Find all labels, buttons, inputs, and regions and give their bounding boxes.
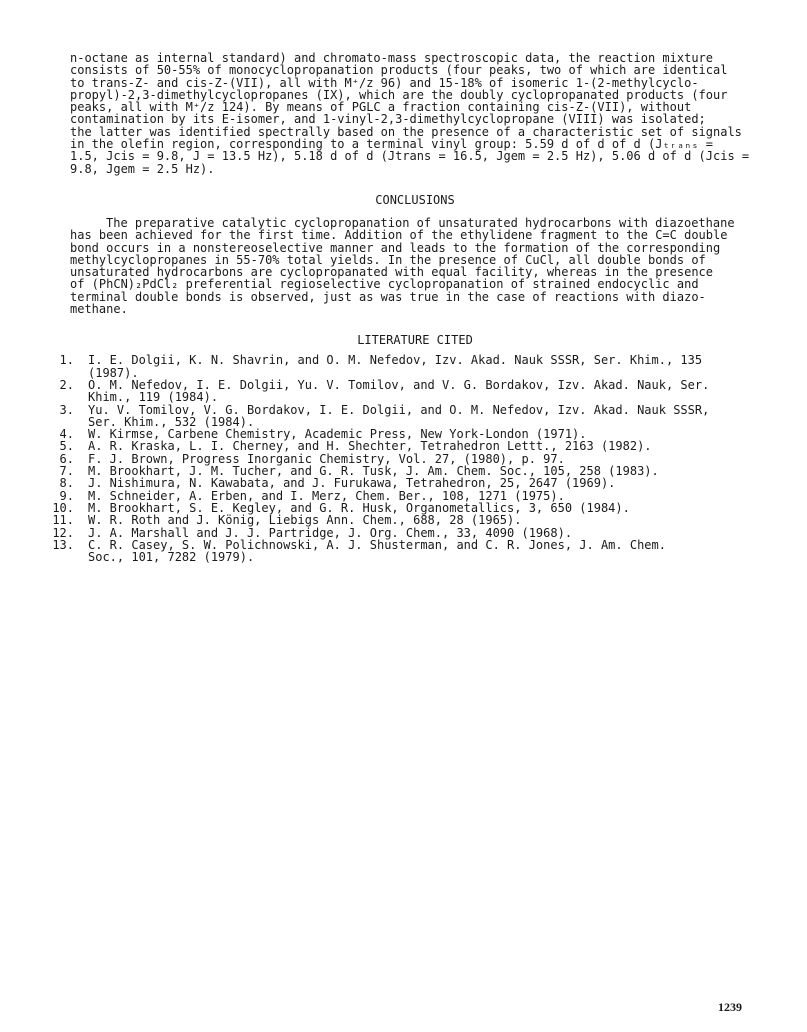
reference-item [59,353,760,380]
reference-line: Ser. Khim., 532 (1984). [88,414,255,429]
reference-text [74,527,760,539]
reference-line: (1987). [88,365,139,380]
reference-text [74,477,760,489]
conclusions-heading: CONCLUSIONS [375,192,455,207]
reference-number: 4. [59,427,74,442]
reference-number: 13. [52,537,74,552]
reference-text [74,354,760,379]
reference-line: W. R. Roth and J. König, Liebigs Ann. Chem., 688, 28 (1965). [88,513,522,528]
conclusions-line: bond occurs in a nonstereoselective manner and leads to the formation of the corresponding [70,240,721,255]
reference-text [74,539,760,564]
reference-number: 11. [52,513,74,528]
reference-line: J. Nishimura, N. Kawabata, and J. Furukawa, Tetrahedron, 25, 2647 (1969). [88,476,616,491]
reference-number: 6. [59,451,74,466]
reference-line: F. J. Brown, Progress Inorganic Chemistry, Vol. 27, (1980), p. 97. [88,451,565,466]
conclusions-line: terminal double bonds is observed, just as was true in the case of reactions with diazo- [70,289,706,304]
intro-line: the latter was identified spectrally based on the presence of a characteristic set of signals [70,124,742,139]
reference-number: 10. [52,500,74,515]
reference-number: 7. [59,464,74,479]
reference-text [74,404,760,429]
reference-line: Yu. V. Tomilov, V. G. Bordakov, I. E. Dolgii, and O. M. Nefedov, Izv. Akad. Nauk SSSR, [88,402,710,417]
reference-line: M. Brookhart, S. E. Kegley, and G. R. Husk, Organometallics, 3, 650 (1984). [88,500,630,515]
reference-text [74,379,760,404]
intro-paragraph [70,52,760,175]
reference-line: Khim., 119 (1984). [88,390,219,405]
reference-number: 9. [59,488,74,503]
reference-item [52,537,760,565]
reference-line: C. R. Casey, S. W. Polichnowski, A. J. Shusterman, and C. R. Jones, J. Am. Chem. [88,537,666,552]
conclusions-line: methylcyclopropanes in 55-70% total yields. In the presence of CuCl, all double bonds of [70,252,706,267]
conclusions-line: of (PhCN)₂PdCl₂ preferential regioselective cyclopropanation of strained endocyclic and [70,277,699,292]
reference-item [59,439,760,454]
conclusions-line: unsaturated hydrocarbons are cyclopropanated with equal facility, whereas in the presence [70,265,713,280]
reference-number: 5. [59,439,74,454]
reference-item [59,402,760,429]
reference-number: 2. [59,377,74,392]
conclusions-line: has been achieved for the first time. Addition of the ethylidene fragment to the C=C double [70,228,728,243]
intro-line: to trans-Z- and cis-Z-(VII), all with M⁺/z 96) and 15-18% of isomeric 1-(2-methylcyclo- [70,75,699,90]
reference-item [59,377,760,405]
conclusions-line: methane. [70,302,128,317]
reference-text [74,514,760,526]
reference-item [52,513,760,528]
reference-item [52,525,760,540]
reference-line: M. Brookhart, J. M. Tucher, and G. R. Tusk, J. Am. Chem. Soc., 105, 258 (1983). [88,464,659,479]
reference-list [52,353,760,565]
reference-line: W. Kirmse, Carbene Chemistry, Academic Press, New York-London (1971). [88,427,587,442]
intro-line: 1.5, Jcis = 9.8, J = 13.5 Hz), 5.18 d of d (Jtrans = 16.5, Jgem = 2.5 Hz), 5.06 d of d (Jcis = [70,149,750,164]
reference-line: A. R. Kraska, L. I. Cherney, and H. Shechter, Tetrahedron Lettt., 2163 (1982). [88,439,652,454]
intro-line: 9.8, Jgem = 2.5 Hz). [70,161,215,176]
intro-line: n-octane as internal standard) and chromato-mass spectroscopic data, the reaction mixture [70,51,713,65]
reference-item [59,476,760,491]
reference-line: J. A. Marshall and J. J. Partridge, J. Org. Chem., 33, 4090 (1968). [88,525,573,540]
page-body [52,51,760,565]
intro-line: peaks, all with M⁺/z 124). By means of PGLC a fraction containing cis-Z-(VII), without [70,100,692,115]
intro-line: propyl)-2,3-dimethylcyclopropanes (IX), which are the doubly cyclopropanated products (four [70,87,728,102]
reference-number: 8. [59,476,74,491]
reference-number: 12. [52,525,74,540]
literature-heading: LITERATURE CITED [357,333,473,348]
conclusions-line: The preparative catalytic cyclopropanation of unsaturated hydrocarbons with diazoethane [106,215,735,230]
reference-number: 1. [59,353,74,368]
reference-text [74,440,760,452]
page-number: 1239 [718,1000,742,1014]
intro-line: contamination by its E-isomer, and 1-vinyl-2,3-dimethylcyclopropane (VIII) was isolated; [70,112,706,127]
intro-line: in the olefin region, corresponding to a terminal vinyl group: 5.59 d of d of d (Jₜᵣₐₙₛ = [70,137,713,152]
reference-number: 3. [59,402,74,417]
reference-line: Soc., 101, 7282 (1979). [88,550,255,565]
intro-line: consists of 50-55% of monocyclopropanation products (four peaks, two of which are identical [70,63,728,78]
reference-line: I. E. Dolgii, K. N. Shavrin, and O. M. Nefedov, Izv. Akad. Nauk SSSR, Ser. Khim., 135 [88,353,703,368]
conclusions-paragraph [70,217,760,315]
reference-line: M. Schneider, A. Erben, and I. Merz, Chem. Ber., 108, 1271 (1975). [88,488,565,503]
reference-line: O. M. Nefedov, I. E. Dolgii, Yu. V. Tomilov, and V. G. Bordakov, Izv. Akad. Nauk, Ser. [88,377,710,392]
